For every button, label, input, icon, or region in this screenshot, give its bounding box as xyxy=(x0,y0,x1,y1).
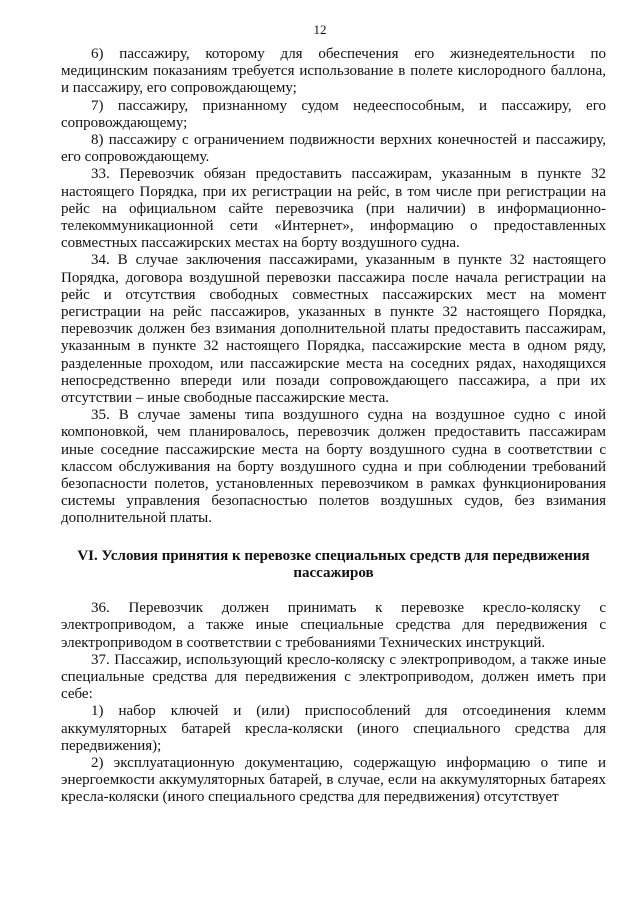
page-number: 12 xyxy=(313,22,327,37)
paragraph-35: 35. В случае замены типа воздушного судна на воздушное судно с иной компоновкой, чем планировалось, перевозчик должен предоставить пассажирам иные соседние пассажирские места на борту воздушного судна в соответствии с классом обслуживания на борту воздушного судна и при соблюдении требований безопасности полетов, установленных перевозчиком в рамках функционирования системы управления безопасностью полетов воздушных судов, без взимания дополнительной платы. xyxy=(61,407,606,527)
paragraph-37-item-2: 2) эксплуатационную документацию, содержащую информацию о типе и энергоемкости аккумуляторных батарей, в случае, если на аккумуляторных батареях кресла-коляски (иного специального средства для передвижения) отсутствует xyxy=(61,754,606,806)
paragraph-item-8: 8) пассажиру с ограничением подвижности верхних конечностей и пассажиру, его сопровождающему. xyxy=(61,132,606,166)
paragraph-item-6: 6) пассажиру, которому для обеспечения его жизнедеятельности по медицинским показаниям требуется использование в полете кислородного баллона, и пассажиру, его сопровождающему; xyxy=(61,46,606,97)
paragraph-33: 33. Перевозчик обязан предоставить пассажирам, указанным в пункте 32 настоящего Порядка, при их регистрации на рейс, в том числе при регистрации на рейс на официальном сайте перевозчика (при наличии) в информационно-телекоммуникационной сети «Интернет», информацию о предоставленных совместных пассажирских местах на борту воздушного судна. xyxy=(61,166,606,252)
section-heading: VI. Условия принятия к перевозке специальных средств для передвижения пассажиров xyxy=(77,547,590,581)
paragraph-34: 34. В случае заключения пассажирами, указанным в пункте 32 настоящего Порядка, договора воздушной перевозки пассажира после начала регистрации на рейс и отсутствия свободных совместных пассажирских мест на момент регистрации на рейс пассажиров, указанных в пункте 32 настоящего Порядка, перевозчик должен без взимания дополнительной платы предоставить пассажирам, указанным в пункте 32 настоящего Порядка, пассажирские места в одном ряду, разделенные проходом, или пассажирские места на соседних рядах, находящихся непосредственно впереди или позади сопровождающего пассажира, а при их отсутствии – иные свободные пассажирские места. xyxy=(61,252,606,407)
paragraph-37-item-1: 1) набор ключей и (или) приспособлений для отсоединения клемм аккумуляторных батарей кресла-коляски (иного специального средства для передвижения); xyxy=(61,703,606,754)
paragraph-item-7: 7) пассажиру, признанному судом недееспособным, и пассажиру, его сопровождающему; xyxy=(61,97,606,131)
paragraph-37: 37. Пассажир, использующий кресло-коляску с электроприводом, а также иные специальные средства для передвижения с электроприводом, должен иметь при себе: xyxy=(61,651,606,703)
document-body xyxy=(61,46,606,807)
paragraph-36: 36. Перевозчик должен принимать к перевозке кресло-коляску с электроприводом, а также иные специальные средства для передвижения с электроприводом в соответствии с требованиями Технических инструкций. xyxy=(61,600,606,651)
